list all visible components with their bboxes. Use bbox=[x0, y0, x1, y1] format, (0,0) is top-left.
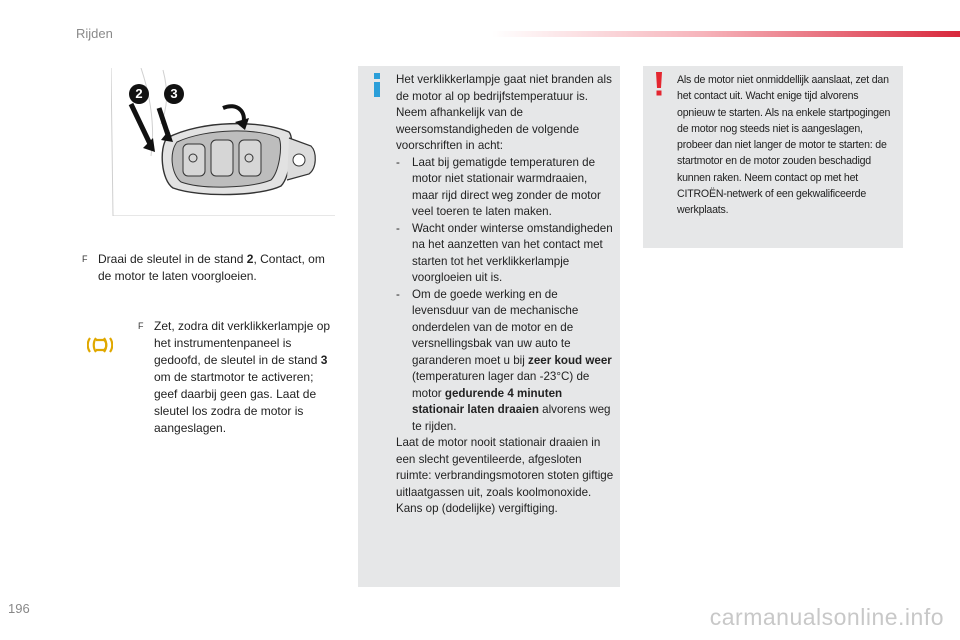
step-turn-key-position-3: F Zet, zodra dit verklikkerlampje op het instrumentenpaneel is gedoofd, de sleutel in de stand 3 om de startmotor te activeren; geef daarbij geen gas. Laat de sleutel los zodra de motor is aangeslagen. bbox=[138, 319, 331, 435]
info-icon bbox=[372, 73, 382, 97]
warning-text: Als de motor niet onmiddellijk aanslaat, zet dan het contact uit. Wacht enige tijd alvorens opnieuw te starten. Als na enkele startpogingen de motor nog steeds niet is aangeslagen, probeer dan niet langer de motor te starten: de startmotor en de motor zouden beschadigd kunnen raken. Neem contact op met het CITROËN-netwerk of een gekwalificeerde werkplaats. bbox=[677, 74, 891, 217]
step-turn-key-position-2: F Draai de sleutel in de stand 2, Contact, om de motor te laten voorgloeien. bbox=[82, 252, 325, 283]
header-accent-bar bbox=[492, 31, 960, 37]
watermark: carmanualsonline.info bbox=[709, 604, 944, 630]
info-bullet-temperate: - Laat bij gematigde temperaturen de motor niet stationair warmdraaien, maar rijd direct weg zonder de motor veel toeren te laten maken. bbox=[396, 155, 601, 218]
info-text bbox=[396, 72, 616, 518]
step-arrow-icon: F bbox=[138, 321, 144, 331]
illustration-label-2: 2 bbox=[135, 86, 143, 101]
step-arrow-icon: F bbox=[82, 254, 88, 264]
section-title: Rijden bbox=[76, 26, 113, 41]
info-intro: Het verklikkerlampje gaat niet branden als de motor al op bedrijfstemperatuur is. Neem afhankelijk van de weersomstandigheden de volgende voorschriften in acht: bbox=[396, 73, 612, 152]
info-outro: Laat de motor nooit stationair draaien in een slecht geventileerde, afgesloten ruimte: verbrandingsmotoren stoten giftige uitlaatgassen uit, zoals koolmonoxide. Kans op (dodelijke) vergiftiging. bbox=[396, 436, 614, 515]
info-bullet-very-cold: - Om de goede werking en de levensduur van de mechanische onderdelen van de motor en de versnellingsbak van uw auto te garanderen moet u bij zeer koud weer (temperaturen lager dan -23°C) de motor gedurende 4 minuten stationair laten draaien alvorens weg te rijden. bbox=[396, 287, 612, 433]
warning-exclamation-icon bbox=[655, 72, 663, 96]
key-remote-ignition-illustration bbox=[111, 68, 335, 216]
info-bullet-winter: - Wacht onder winterse omstandigheden na het aanzetten van het contact met starten tot het verklikkerlampje voorgloeien uit is. bbox=[396, 221, 613, 284]
page-number: 196 bbox=[8, 601, 30, 616]
illustration-label-3: 3 bbox=[170, 86, 178, 101]
glow-plug-warning-icon bbox=[87, 336, 113, 354]
